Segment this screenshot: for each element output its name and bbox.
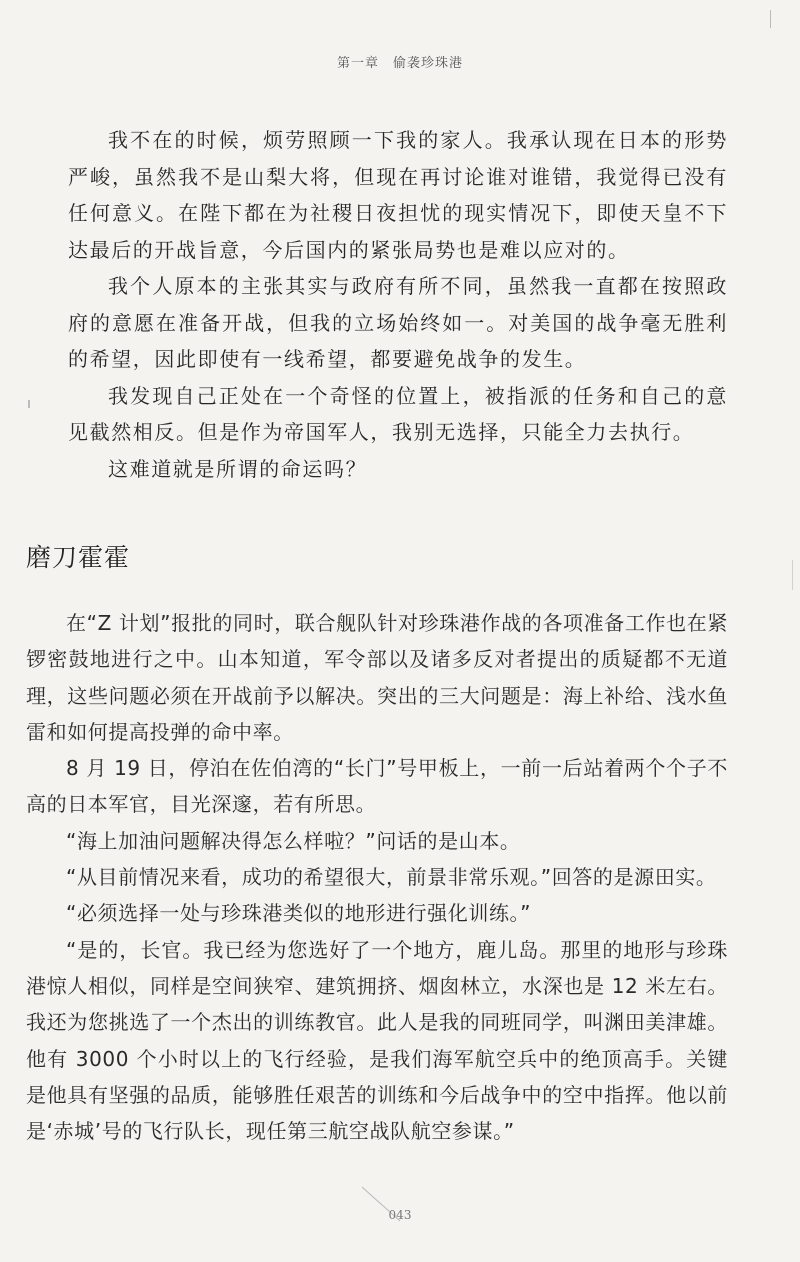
body-paragraph: “从目前情况来看，成功的希望很大，前景非常乐观。”回答的是源田实。 bbox=[66, 865, 717, 890]
letter-paragraph: 这难道就是所谓的命运吗？ bbox=[108, 456, 368, 481]
letter-paragraph: 我不在的时候，烦劳照顾一下我的家人。我承认现在日本的形势严峻，虽然我不是山梨大将，但现在再讨论谁对谁错，我觉得已没有任何意义。在陛下都在为社稷日夜担忧的现实情况下，即使天皇不下达最后的开战旨意，今后国内的紧张局势也是难以应对的。 bbox=[68, 128, 728, 262]
letter-paragraph: 我发现自己正处在一个奇怪的位置上，被指派的任务和自己的意见截然相反。但是作为帝国军人，我别无选择，只能全力去执行。 bbox=[68, 383, 728, 444]
body-paragraph: “是的，长官。我已经为您选好了一个地方，鹿儿岛。那里的地形与珍珠港惊人相似，同样是空间狭窄、建筑拥挤、烟囱林立，水深也是 12 米左右。我还为您挑选了一个杰出的训练教官。此人是我的同班同学，叫渊田美津雄。他有 3000 个小时以上的飞行经验，是我们海军航空兵中的绝顶高手。关键是他具有坚强的品质，能够胜任艰苦的训练和今后战争中的空中指挥。他以前是‘赤城’号的飞行队长，现任第三航空战队航空参谋。” bbox=[26, 937, 728, 1144]
letter-paragraph: 我个人原本的主张其实与政府有所不同，虽然我一直都在按照政府的意愿在准备开战，但我的立场始终如一。对美国的战争毫无胜利的希望，因此即使有一线希望，都要避免战争的发生。 bbox=[68, 274, 728, 371]
body-text bbox=[26, 605, 728, 1149]
section-title: 磨刀霍霍 bbox=[26, 543, 131, 572]
body-paragraph: 8 月 19 日，停泊在佐伯湾的“长门”号甲板上，一前一后站着两个个子不高的日本军官，目光深邃，若有所思。 bbox=[26, 756, 728, 817]
scan-speck bbox=[770, 10, 771, 28]
letter-excerpt bbox=[68, 122, 728, 487]
body-paragraph: “必须选择一处与珍珠港类似的地形进行强化训练。” bbox=[66, 901, 532, 926]
page-number: 043 bbox=[388, 1208, 412, 1222]
body-paragraph: “海上加油问题解决得怎么样啦？”问话的是山本。 bbox=[66, 828, 521, 853]
scan-speck bbox=[28, 400, 30, 408]
scan-speck bbox=[792, 560, 793, 590]
running-head: 第一章 偷袭珍珠港 bbox=[336, 56, 463, 71]
body-paragraph: 在“Z 计划”报批的同时，联合舰队针对珍珠港作战的各项准备工作也在紧锣密鼓地进行之中。山本知道，军令部以及诸多反对者提出的质疑都不无道理，这些问题必须在开战前予以解决。突出的三大问题是：海上补给、浅水鱼雷和如何提高投弹的命中率。 bbox=[26, 611, 728, 744]
